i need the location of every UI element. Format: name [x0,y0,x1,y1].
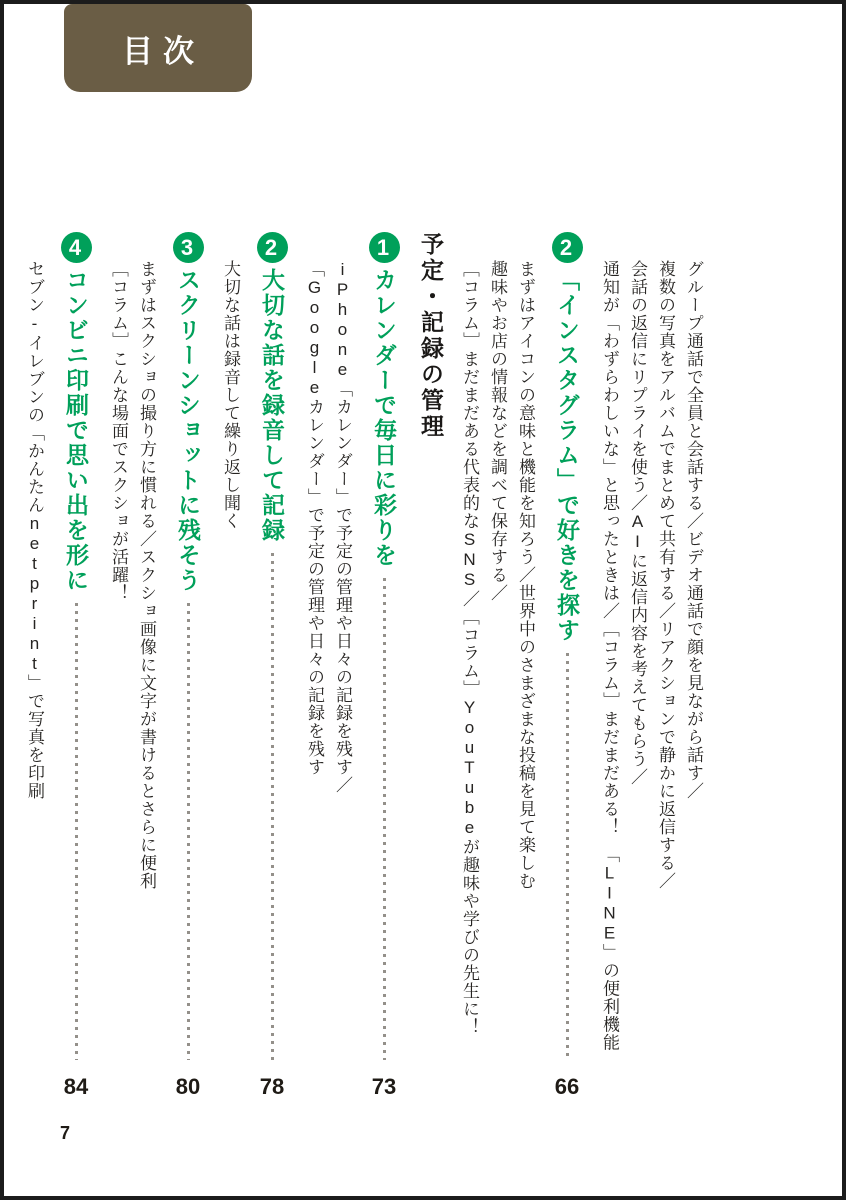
toc-lead-item: 会話の返信にリプライを使う／AIに返信内容を考えてもらう／ [628,260,647,786]
toc-page-number: 73 [371,1074,397,1099]
toc-lead-item: グループ通話で全員と会話する／ビデオ通話で顔を見ながら話す／ [684,260,703,800]
toc-entry-title: 大切な話を録音して記録 [259,268,285,543]
toc-entry-heading [55,232,97,593]
toc-page-number: 78 [259,1074,285,1099]
toc-item-group [104,232,160,1100]
folio-page-number: 7 [60,1123,71,1143]
toc-sub-item: 「Googleカレンダー」で予定の管理や日々の記録を残す [305,260,324,776]
toc-entry-instagram [546,232,588,1100]
chapter-number-badge: 2 [552,232,583,263]
toc-item-group [216,232,244,1100]
toc-entry-title: カレンダーで毎日に彩りを [371,268,397,568]
toc-entry-calendar [363,232,405,1100]
dotted-leader-line [75,603,78,1060]
toc-entry-title: スクリーンショットに残そう [175,268,201,593]
dotted-leader-line [383,578,386,1060]
toc-item-group [300,232,356,1100]
toc-sub-item: ［コラム］まだまだある代表的なSNS／［コラム］YouTubeが趣味や学びの先生に！ [460,260,479,1036]
toc-entry-screenshot [167,232,209,1100]
toc-entry-heading [546,232,588,643]
toc-page-number: 66 [554,1074,580,1099]
toc-page-number: 84 [63,1074,89,1099]
toc-entry-heading [363,232,405,568]
toc-page-number: 80 [175,1074,201,1099]
toc-sub-item: セブン-イレブンの「かんたんnetprint」で写真を印刷 [25,260,44,800]
toc-sub-item: 大切な話は録音して繰り返し聞く [221,260,240,530]
toc-sub-item: まずはスクショの撮り方に慣れる／スクショ画像に文字が書けるとさらに便利 [137,260,156,890]
toc-entry-heading [251,232,293,543]
toc-section-header: 予定・記録の管理 [418,232,444,440]
toc-sub-item: iPhone「カレンダー」で予定の管理や日々の記録を残す／ [333,260,352,794]
dotted-leader-line [566,653,569,1060]
chapter-number-badge: 1 [369,232,400,263]
toc-entry-title: 「インスタグラム」で好きを探す [554,268,580,643]
chapter-number-badge: 3 [173,232,204,263]
toc-entry-heading [167,232,209,593]
chapter-number-badge: 2 [257,232,288,263]
dotted-leader-line [187,603,190,1060]
toc-corner-tab [64,4,252,92]
toc-sub-item: 趣味やお店の情報などを調べて保存する／ [488,260,507,602]
toc-entry-recording [251,232,293,1100]
toc-lead-item: 通知が「わずらわしいな」と思ったときは／［コラム］まだまだある！ 「LINE」の便利機能 [600,260,619,1052]
toc-lead-item-group [595,232,707,1100]
toc-tab-label: 目次 [122,33,204,69]
dotted-leader-line [271,553,274,1060]
toc-entry-print [55,232,97,1100]
toc-lead-item: 複数の写真をアルバムでまとめて共有する／リアクションで静かに返信する／ [656,260,675,890]
toc-content [15,232,712,1100]
toc-sub-item: ［コラム］こんな場面でスクショが活躍！ [109,260,128,602]
toc-item-group [455,232,539,1100]
chapter-number-badge: 4 [61,232,92,263]
toc-entry-title: コンビニ印刷で思い出を形に [63,268,89,593]
toc-item-group [20,232,48,1100]
toc-sub-item: まずはアイコンの意味と機能を知ろう／世界中のさまざまな投稿を見て楽しむ [516,260,535,890]
